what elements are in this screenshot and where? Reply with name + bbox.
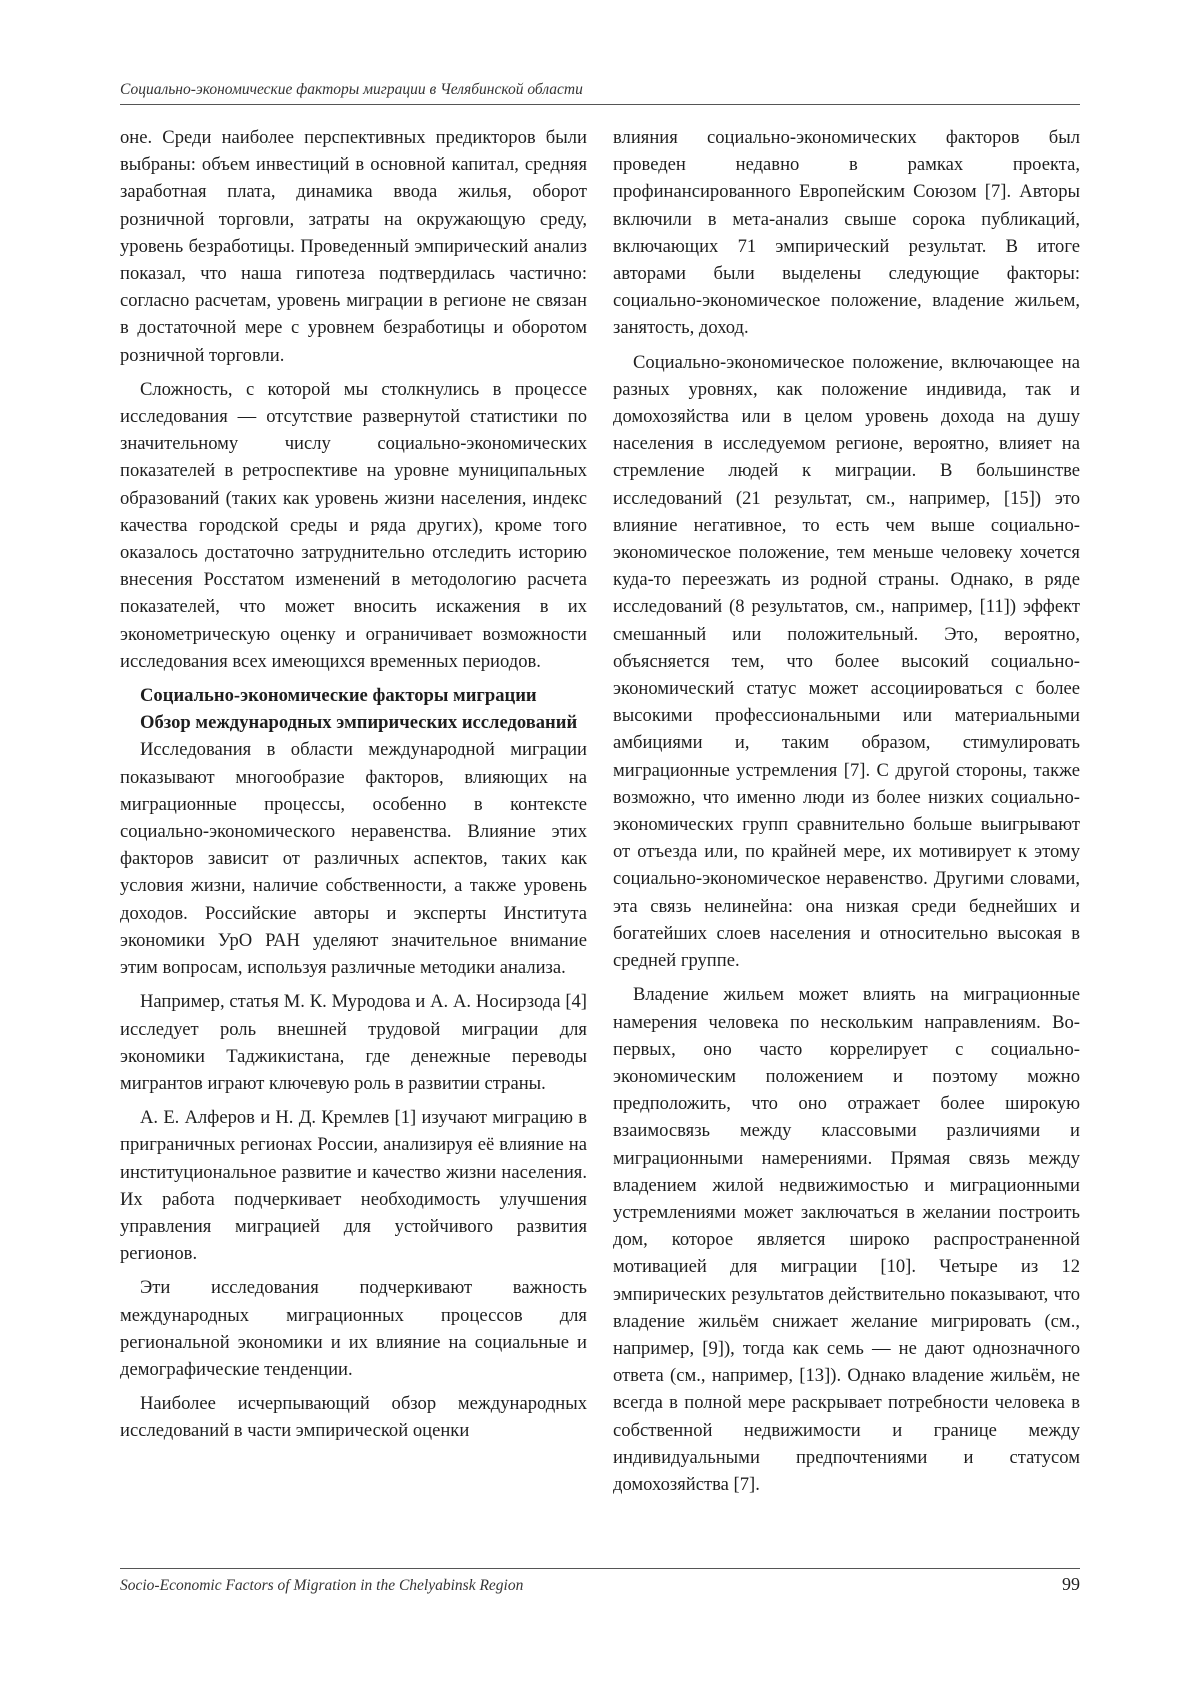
running-footer: Socio-Economic Factors of Migration in the Chelyabinsk Region bbox=[120, 1577, 524, 1594]
left-paragraph-1: оне. Среди наиболее перспективных предикторов были выбраны: объем инвестиций в основной капитал, средняя заработная плата, динамика ввода жилья, оборот розничной торговли, затраты на окружающую среду, уровень безработицы. Проведенный эмпирический анализ показал, что наша гипотеза подтвердилась частично: согласно расчетам, уровень миграции в регионе не связан в достаточной мере с уровнем безработицы и оборотом розничной торговли. bbox=[120, 127, 587, 366]
left-column bbox=[120, 124, 587, 1452]
footer-rule bbox=[120, 1568, 1080, 1569]
right-paragraph-3: Владение жильем может влиять на миграционные намерения человека по нескольким направлениям. Во-первых, оно часто коррелирует с социально-экономическим положением и поэтому можно предположить, что оно отражает более широкую взаимосвязь между классовыми различиями и миграционными намерениями. Прямая связь между владением жилой недвижимостью и миграционными устремлениями может заключаться в желании построить дом, которое является широко распространенной мотивацией для миграции [10]. Четыре из 12 эмпирических результатов действительно показывают, что владение жильём снижает желание мигрировать (см., например, [9]), тогда как семь — не дают однозначного ответа (см., например, [13]). Однако владение жильём, не всегда в полной мере раскрывает потребности человека в собственной недвижимости и границе между индивидуальными предпочтениями и статусом домохозяйства [7]. bbox=[613, 984, 1080, 1495]
right-paragraph-1: влияния социально-экономических факторов был проведен недавно в рамках проекта, профинансированного Европейским Союзом [7]. Авторы включили в мета-анализ свыше сорока публикаций, включающих 71 эмпирический результат. В итоге авторами были выделены следующие факторы: социально-экономическое положение, владение жильем, занятость, доход. bbox=[613, 127, 1080, 339]
header-rule bbox=[120, 104, 1080, 105]
right-column bbox=[613, 124, 1080, 1505]
subsection-heading: Обзор международных эмпирических исследований bbox=[140, 712, 578, 734]
right-paragraph-2: Социально-экономическое положение, включающее на разных уровнях, как положение индивида, так и домохозяйства или в целом уровень дохода на душу населения в исследуемом регионе, вероятно, влияет на стремление людей к миграции. В большинстве исследований (21 результат, см., например, [15]) это влияние негативное, то есть чем выше социально-экономическое положение, тем меньше человеку хочется куда-то переезжать из родной страны. Однако, в ряде исследований (8 результатов, см., например, [11]) эффект смешанный или положительный. Это, вероятно, объясняется тем, что более высокий социально-экономический статус может ассоциироваться с более высокими профессиональными или материальными амбициями и, таким образом, стимулировать миграционные устремления [7]. С другой стороны, также возможно, что именно люди из более низких социально-экономических групп сравнительно больше выигрывают от отъезда или, по крайней мере, их мотивирует к этому социально-экономическое неравенство. Другими словами, эта связь нелинейна: она низкая среди беднейших и богатейших слоев населения и относительно высокая в средней группе. bbox=[613, 351, 1080, 972]
left-paragraph-2: Сложность, с которой мы столкнулись в процессе исследования — отсутствие развернутой статистики по значительному числу социально-экономических показателей в ретроспективе на уровне муниципальных образований (таких как уровень жизни населения, индекс качества городской среды и ряда других), кроме того оказалось достаточно затруднительно отследить историю внесения Росстатом изменений в методологию расчета показателей, что может вносить искажения в их эконометрическую оценку и ограничивает возможности исследования всех имеющихся временных периодов. bbox=[120, 378, 587, 672]
running-header: Социально-экономические факторы миграции в Челябинской области bbox=[120, 81, 583, 98]
left-paragraph-7: Наиболее исчерпывающий обзор международных исследований в части эмпирической оценки bbox=[120, 1393, 587, 1442]
left-paragraph-4: Например, статья М. К. Муродова и А. А. Носирзода [4] исследует роль внешней трудовой миграции для экономики Таджикистана, где денежные переводы мигрантов играют ключевую роль в развитии страны. bbox=[120, 991, 587, 1094]
left-paragraph-5: А. Е. Алферов и Н. Д. Кремлев [1] изучают миграцию в приграничных регионах России, анализируя её влияние на институциональное развитие и качество жизни населения. Их работа подчеркивает необходимость улучшения управления миграцией для устойчивого развития регионов. bbox=[120, 1107, 587, 1265]
left-paragraph-6: Эти исследования подчеркивают важность международных миграционных процессов для региональной экономики и их влияние на социальные и демографические тенденции. bbox=[120, 1277, 587, 1380]
page-number: 99 bbox=[1062, 1574, 1080, 1594]
left-paragraph-3: Исследования в области международной миграции показывают многообразие факторов, влияющих на миграционные процессы, особенно в контексте социально-экономического неравенства. Влияние этих факторов зависит от различных аспектов, таких как условия жизни, наличие собственности, а также уровень доходов. Российские авторы и эксперты Института экономики УрО РАН уделяют значительное внимание этим вопросам, используя различные методики анализа. bbox=[120, 739, 587, 979]
section-heading: Социально-экономические факторы миграции bbox=[140, 685, 537, 707]
